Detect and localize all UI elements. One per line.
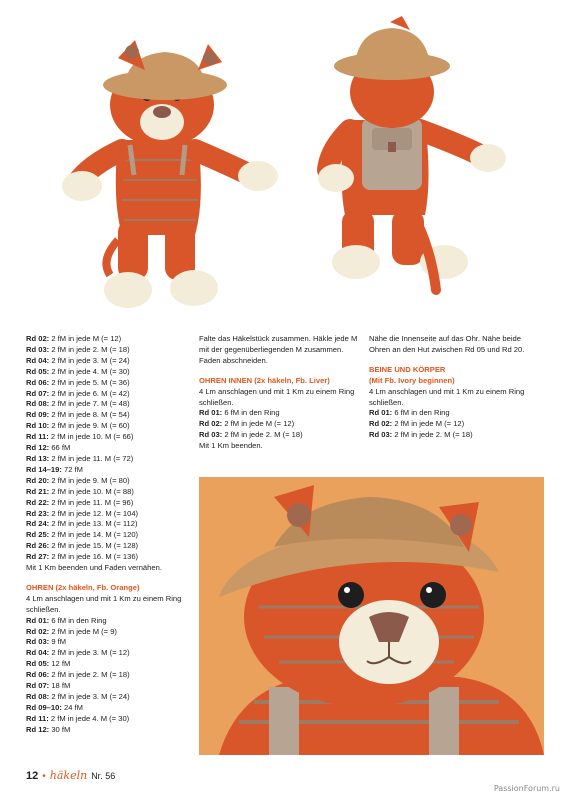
round-list-inner-ears — [199, 408, 359, 441]
round-label: Rd 03: — [26, 344, 50, 354]
round-label: Rd 24: — [26, 519, 50, 529]
round-text: 2 fM in jede 4. M (= 30) — [49, 366, 130, 376]
round-row — [26, 465, 186, 476]
top-photo — [0, 0, 566, 318]
round-label: Rd 08: — [26, 692, 50, 701]
inner-ears-end: Mit 1 Km beenden. — [199, 441, 263, 451]
page-number: 12 — [26, 770, 39, 782]
round-text: 6 fM in den Ring — [49, 615, 107, 625]
round-label: Rd 13: — [26, 453, 50, 463]
round-row — [26, 432, 186, 443]
watermark: PassionForum.ru — [493, 784, 560, 793]
fold-instructions: Falte das Häkelstück zusammen. Häkle jede M mit der gegenüberliegenden M zusammen. Faden abschneiden. — [199, 334, 358, 365]
round-text: 2 fM in jede 10. M (= 88) — [49, 486, 134, 496]
legs-ring: 4 Lm anschlagen und mit 1 Km zu einem Ring schließen. — [369, 386, 525, 407]
round-row — [26, 692, 186, 703]
round-row — [26, 714, 186, 725]
closing-text: Mit 1 Km beenden und Faden vernähen. — [26, 563, 162, 573]
section-heading-ears: OHREN (2x häkeln, Fb. Orange) — [26, 582, 140, 592]
round-row — [26, 637, 186, 648]
bottom-photo — [199, 477, 544, 755]
round-label: Rd 25: — [26, 530, 50, 540]
column-middle — [199, 334, 359, 452]
round-row — [26, 443, 186, 454]
sew-instructions: Nähe die Innenseite auf das Ohr. Nähe beide Ohren an den Hut zwischen Rd 05 und Rd 20. — [369, 334, 525, 354]
column-right — [369, 334, 534, 441]
round-label: Rd 02: — [26, 626, 50, 636]
round-text: 66 fM — [49, 443, 71, 453]
issue-number: Nr. 56 — [91, 771, 116, 781]
inner-ears-ring: 4 Lm anschlagen und mit 1 Km zu einem Ring schließen. — [199, 386, 355, 407]
round-text: 2 fM in jede 2. M (= 18) — [222, 430, 303, 440]
round-row — [26, 487, 186, 498]
round-label: Rd 03: — [199, 430, 223, 440]
round-list-head — [26, 334, 186, 563]
round-row — [26, 399, 186, 410]
round-text: 2 fM in jede 15. M (= 128) — [49, 541, 139, 551]
round-text: 2 fM in jede M (= 12) — [49, 334, 122, 343]
round-list-legs — [369, 408, 534, 441]
round-label: Rd 06: — [26, 377, 50, 387]
round-text: 2 fM in jede 3. M (= 12) — [49, 648, 130, 658]
round-text: 2 fM in jede 13. M (= 112) — [49, 519, 138, 529]
round-row — [26, 389, 186, 400]
page-footer — [26, 769, 115, 782]
round-label: Rd 23: — [26, 508, 50, 518]
round-row — [26, 703, 186, 714]
footer-bullet: • — [42, 771, 46, 782]
round-row — [26, 648, 186, 659]
round-text: 2 fM in jede 5. M (= 36) — [49, 377, 130, 387]
round-text: 2 fM in jede 12. M (= 104) — [49, 508, 139, 518]
round-label: Rd 02: — [26, 334, 50, 343]
round-row — [26, 627, 186, 638]
round-label: Rd 04: — [26, 355, 50, 365]
round-label: Rd 14–19: — [26, 464, 62, 474]
round-list-ears — [26, 616, 186, 736]
section-heading-legs-body: BEINE UND KÖRPER — [369, 364, 446, 374]
round-label: Rd 07: — [26, 388, 50, 398]
round-row — [26, 356, 186, 367]
round-text: 72 fM — [61, 464, 83, 474]
round-text: 2 fM in jede 9. M (= 60) — [49, 421, 130, 431]
round-label: Rd 02: — [199, 419, 223, 429]
round-row — [26, 670, 186, 681]
round-text: 2 fM in jede 8. M (= 54) — [49, 410, 130, 420]
round-row — [26, 541, 186, 552]
round-text: 6 fM in den Ring — [392, 408, 450, 418]
round-row — [26, 334, 186, 345]
round-text: 9 fM — [49, 637, 67, 647]
round-text: 30 fM — [49, 724, 71, 734]
round-row — [26, 725, 186, 736]
cat-back — [318, 16, 506, 290]
round-row — [26, 519, 186, 530]
round-row — [26, 454, 186, 465]
round-label: Rd 03: — [369, 430, 393, 440]
round-text: 2 fM in jede 4. M (= 30) — [48, 713, 130, 723]
round-label: Rd 06: — [26, 670, 50, 680]
round-label: Rd 05: — [26, 366, 50, 376]
round-text: 24 fM — [61, 702, 83, 712]
round-row — [199, 408, 359, 419]
round-label: Rd 27: — [26, 552, 50, 562]
round-label: Rd 03: — [26, 637, 50, 647]
round-label: Rd 01: — [26, 615, 50, 625]
round-row — [26, 509, 186, 520]
round-text: 2 fM in jede M (= 9) — [49, 626, 117, 636]
round-label: Rd 12: — [26, 443, 50, 453]
round-label: Rd 22: — [26, 497, 50, 507]
round-row — [369, 408, 534, 419]
ears-intro: 4 Lm anschlagen und mit 1 Km zu einem Ring schließen. — [26, 593, 182, 614]
round-row — [199, 419, 359, 430]
round-label: Rd 20: — [26, 475, 50, 485]
round-row — [26, 345, 186, 356]
section-heading-inner-ears: OHREN INNEN (2x häkeln, Fb. Liver) — [199, 375, 330, 385]
round-label: Rd 21: — [26, 486, 50, 496]
round-label: Rd 01: — [369, 408, 393, 418]
round-text: 2 fM in jede 11. M (= 72) — [49, 453, 134, 463]
round-text: 2 fM in jede 9. M (= 80) — [49, 475, 130, 485]
round-text: 2 fM in jede 2. M (= 18) — [49, 670, 130, 680]
round-row — [26, 616, 186, 627]
round-text: 2 fM in jede M (= 12) — [392, 419, 465, 429]
round-text: 2 fM in jede 16. M (= 136) — [49, 552, 139, 562]
cat-closeup-illustration — [199, 477, 544, 755]
round-row — [26, 530, 186, 541]
round-label: Rd 12: — [26, 724, 50, 734]
round-text: 2 fM in jede 3. M (= 24) — [49, 692, 130, 701]
round-text: 2 fM in jede 14. M (= 120) — [49, 530, 139, 540]
round-text: 2 fM in jede 11. M (= 96) — [49, 497, 134, 507]
round-label: Rd 09: — [26, 410, 50, 420]
round-label: Rd 02: — [369, 419, 393, 429]
round-row — [199, 430, 359, 441]
round-row — [26, 552, 186, 563]
round-row — [26, 421, 186, 432]
round-label: Rd 01: — [199, 408, 223, 418]
round-label: Rd 04: — [26, 648, 50, 658]
round-label: Rd 11: — [26, 713, 49, 723]
round-row — [369, 419, 534, 430]
round-row — [26, 410, 186, 421]
column-left — [26, 334, 186, 736]
round-text: 2 fM in jede 6. M (= 42) — [49, 388, 130, 398]
round-text: 2 fM in jede 3. M (= 24) — [49, 355, 130, 365]
round-label: Rd 26: — [26, 541, 50, 551]
round-label: Rd 08: — [26, 399, 50, 409]
round-label: Rd 11: — [26, 432, 49, 442]
round-label: Rd 05: — [26, 659, 50, 669]
cat-toys-illustration — [0, 0, 566, 318]
round-text: 6 fM in den Ring — [222, 408, 280, 418]
round-label: Rd 07: — [26, 681, 50, 691]
round-text: 2 fM in jede M (= 12) — [222, 419, 295, 429]
section-subheading-ivory: (Mit Fb. Ivory beginnen) — [369, 375, 455, 385]
round-text: 18 fM — [49, 681, 71, 691]
round-row — [26, 476, 186, 487]
round-text: 2 fM in jede 7. M (= 48) — [49, 399, 130, 409]
round-text: 2 fM in jede 2. M (= 18) — [49, 344, 130, 354]
round-label: Rd 09–10: — [26, 702, 62, 712]
round-row — [26, 498, 186, 509]
round-label: Rd 10: — [26, 421, 50, 431]
round-row — [26, 378, 186, 389]
magazine-name: häkeln — [49, 769, 88, 782]
round-text: 12 fM — [49, 659, 71, 669]
round-row — [26, 659, 186, 670]
round-row — [26, 681, 186, 692]
round-text: 2 fM in jede 10. M (= 66) — [48, 432, 134, 442]
cat-front — [62, 40, 278, 308]
round-text: 2 fM in jede 2. M (= 18) — [392, 430, 473, 440]
round-row — [369, 430, 534, 441]
round-row — [26, 367, 186, 378]
